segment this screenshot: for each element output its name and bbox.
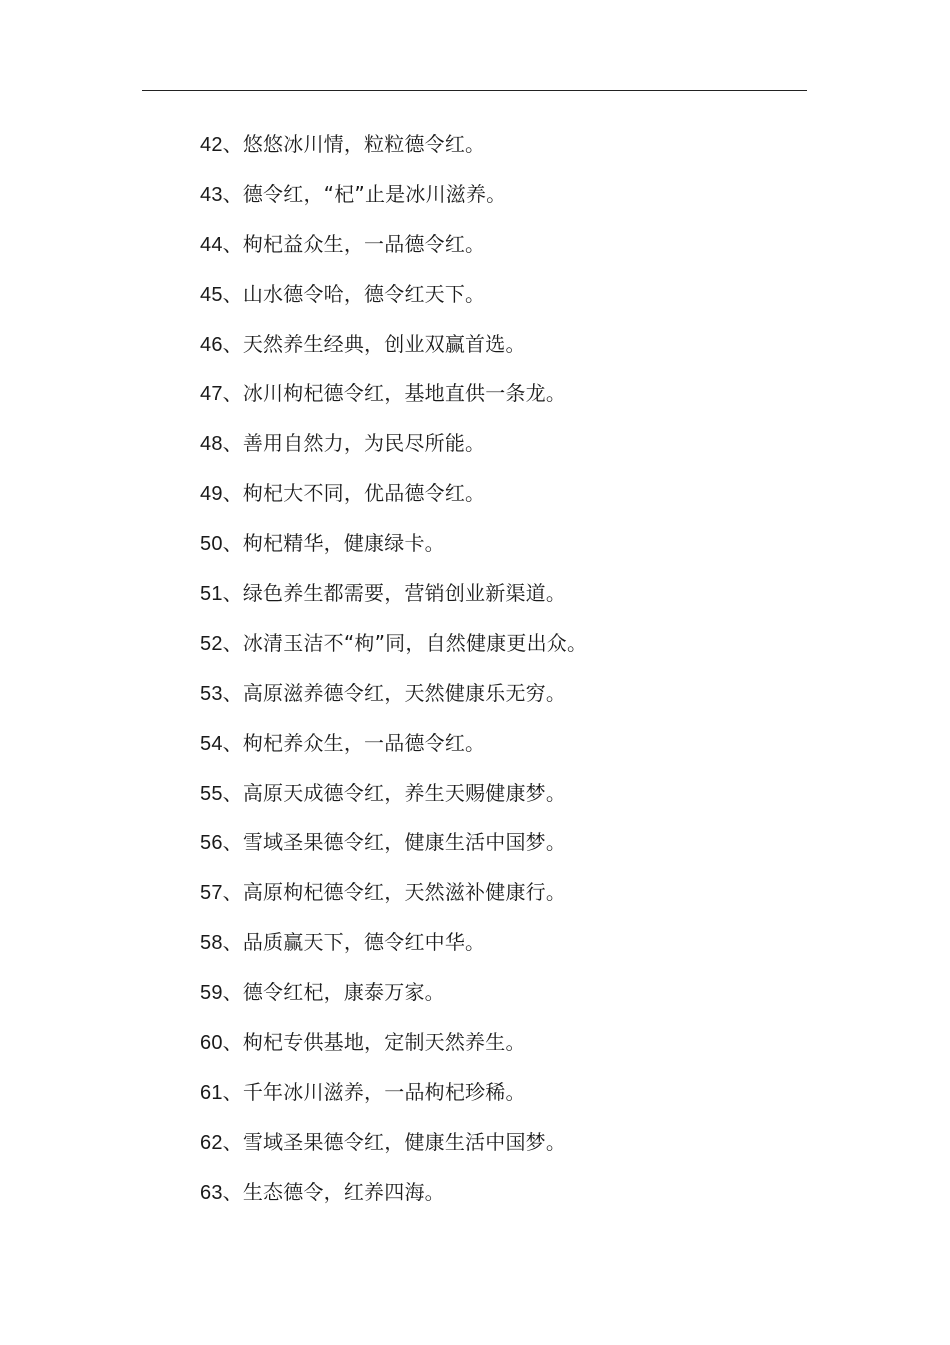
list-item bbox=[200, 826, 587, 876]
list-item bbox=[200, 477, 587, 527]
list-item bbox=[200, 1176, 587, 1226]
item-number: 61 bbox=[200, 1081, 223, 1104]
item-number: 55 bbox=[200, 782, 223, 805]
item-text: 、善用自然力，为民尽所能。 bbox=[222, 431, 486, 456]
item-text: 、生态德令，红养四海。 bbox=[222, 1179, 445, 1204]
item-number: 54 bbox=[200, 732, 223, 755]
item-text: 、高原枸杞德令红，天然滋补健康行。 bbox=[222, 880, 567, 905]
item-number: 58 bbox=[200, 932, 223, 955]
item-number: 62 bbox=[200, 1131, 223, 1154]
item-number: 56 bbox=[200, 832, 223, 855]
list-item bbox=[200, 527, 587, 577]
list-item bbox=[200, 128, 587, 178]
list-item bbox=[200, 727, 587, 777]
list-item bbox=[200, 1126, 587, 1176]
list-item bbox=[200, 228, 587, 278]
item-number: 50 bbox=[200, 533, 223, 556]
item-text: 、雪域圣果德令红，健康生活中国梦。 bbox=[222, 830, 567, 855]
list-item bbox=[200, 926, 587, 976]
list-item bbox=[200, 427, 587, 477]
header-rule bbox=[142, 90, 807, 91]
item-text: 、枸杞益众生，一品德令红。 bbox=[222, 231, 486, 256]
item-text: 、高原天成德令红，养生天赐健康梦。 bbox=[222, 780, 567, 805]
list-item bbox=[200, 328, 587, 378]
item-text: 、天然养生经典，创业双赢首选。 bbox=[222, 331, 526, 356]
list-item bbox=[200, 178, 587, 228]
list-item bbox=[200, 1076, 587, 1126]
item-text: 、高原滋养德令红，天然健康乐无穷。 bbox=[222, 680, 567, 705]
item-number: 49 bbox=[200, 483, 223, 506]
slogan-list bbox=[200, 128, 587, 1226]
item-text: 、德令红杞，康泰万家。 bbox=[222, 980, 445, 1005]
list-item bbox=[200, 777, 587, 827]
item-text: 、绿色养生都需要，营销创业新渠道。 bbox=[222, 581, 567, 606]
item-text: 、品质赢天下，德令红中华。 bbox=[222, 930, 486, 955]
item-text: 、枸杞精华，健康绿卡。 bbox=[222, 531, 445, 556]
item-text: 、山水德令哈，德令红天下。 bbox=[222, 281, 486, 306]
list-item bbox=[200, 278, 587, 328]
item-number: 57 bbox=[200, 882, 223, 905]
item-number: 51 bbox=[200, 583, 223, 606]
list-item bbox=[200, 1026, 587, 1076]
item-number: 63 bbox=[200, 1181, 223, 1204]
item-number: 48 bbox=[200, 433, 223, 456]
item-number: 43 bbox=[200, 183, 223, 206]
item-text: 、雪域圣果德令红，健康生活中国梦。 bbox=[222, 1129, 567, 1154]
item-number: 42 bbox=[200, 134, 223, 156]
list-item bbox=[200, 677, 587, 727]
item-number: 44 bbox=[200, 233, 223, 256]
item-text: 、悠悠冰川情，粒粒德令红。 bbox=[222, 132, 486, 156]
item-number: 52 bbox=[200, 632, 223, 655]
list-item bbox=[200, 627, 587, 677]
item-number: 59 bbox=[200, 982, 223, 1005]
item-text: 、冰清玉洁不“枸”同，自然健康更出众。 bbox=[222, 630, 588, 655]
item-text: 、德令红，“杞”止是冰川滋养。 bbox=[222, 181, 507, 206]
item-number: 53 bbox=[200, 682, 223, 705]
item-number: 47 bbox=[200, 383, 223, 406]
item-text: 、枸杞专供基地，定制天然养生。 bbox=[222, 1030, 526, 1055]
list-item bbox=[200, 876, 587, 926]
item-number: 46 bbox=[200, 333, 223, 356]
item-text: 、冰川枸杞德令红，基地直供一条龙。 bbox=[222, 381, 567, 406]
item-text: 、枸杞大不同，优品德令红。 bbox=[222, 481, 486, 506]
item-number: 45 bbox=[200, 283, 223, 306]
item-number: 60 bbox=[200, 1032, 223, 1055]
list-item bbox=[200, 976, 587, 1026]
list-item bbox=[200, 377, 587, 427]
item-text: 、枸杞养众生，一品德令红。 bbox=[222, 730, 486, 755]
list-item bbox=[200, 577, 587, 627]
item-text: 、千年冰川滋养，一品枸杞珍稀。 bbox=[222, 1079, 526, 1104]
